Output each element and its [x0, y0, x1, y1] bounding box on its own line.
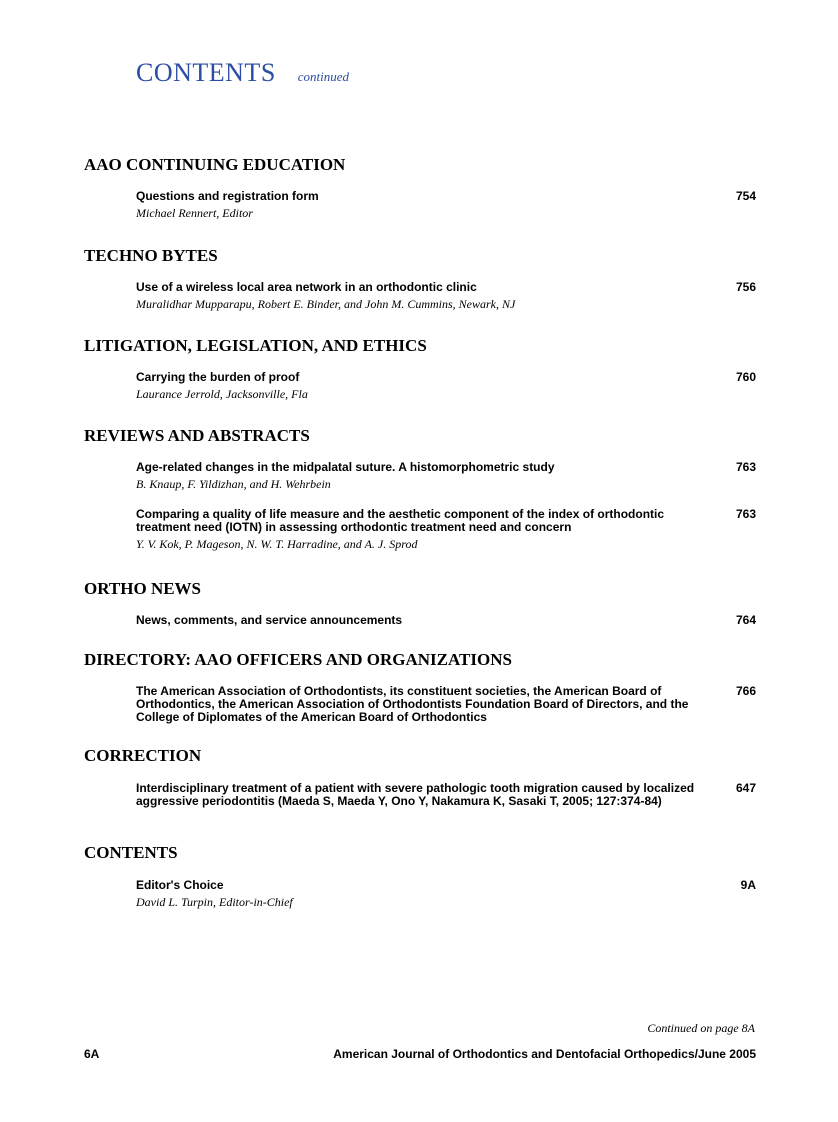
- toc-entry[interactable]: [136, 508, 756, 552]
- toc-entry[interactable]: [136, 685, 756, 724]
- entry-title[interactable]: Questions and registration form: [136, 189, 319, 203]
- entry-page-number: 764: [735, 613, 756, 627]
- section-heading: TECHNO BYTES: [84, 246, 218, 265]
- entry-page-number: 9A: [740, 878, 756, 892]
- entry-author: Michael Rennert, Editor: [136, 206, 253, 220]
- entry-page-number: 760: [735, 370, 756, 384]
- entry-title[interactable]: Editor's Choice: [136, 878, 224, 892]
- entry-author: David L. Turpin, Editor-in-Chief: [136, 895, 293, 909]
- toc-entry[interactable]: [136, 190, 756, 221]
- section-heading: REVIEWS AND ABSTRACTS: [84, 426, 310, 445]
- page-title: [136, 58, 349, 88]
- section-heading: CONTENTS: [84, 843, 178, 862]
- entry-title[interactable]: Use of a wireless local area network in an orthodontic clinic: [136, 280, 477, 294]
- section-techno-bytes: [84, 246, 756, 312]
- contents-heading: CONTENTS: [136, 58, 276, 87]
- entry-author: Laurance Jerrold, Jacksonville, Fla: [136, 387, 308, 401]
- entry-page-number: 763: [735, 460, 756, 474]
- section-directory-aao-officers: [84, 650, 756, 724]
- entry-author: B. Knaup, F. Yildizhan, and H. Wehrbein: [136, 477, 331, 491]
- entry-page-number: 756: [735, 280, 756, 294]
- entry-title[interactable]: Comparing a quality of life measure and the aesthetic component of the index of orthodontic treatment need (IOTN) in assessing orthodontic treatment need and concern: [136, 507, 665, 534]
- section-aao-continuing-education: [84, 155, 756, 221]
- journal-citation: American Journal of Orthodontics and Dentofacial Orthopedics/June 2005: [333, 1047, 756, 1061]
- section-heading: ORTHO NEWS: [84, 579, 202, 598]
- entry-author: Muralidhar Mupparapu, Robert E. Binder, and John M. Cummins, Newark, NJ: [136, 297, 516, 311]
- section-heading: AAO CONTINUING EDUCATION: [84, 155, 346, 174]
- section-correction: [84, 746, 756, 808]
- entry-title[interactable]: Age-related changes in the midpalatal suture. A histomorphometric study: [136, 460, 555, 474]
- toc-entry[interactable]: [136, 879, 756, 910]
- entry-author: Y. V. Kok, P. Mageson, N. W. T. Harradine, and A. J. Sprod: [136, 537, 418, 551]
- section-heading: DIRECTORY: AAO OFFICERS AND ORGANIZATIONS: [84, 650, 512, 669]
- toc-entry[interactable]: [136, 782, 756, 808]
- entry-title[interactable]: Carrying the burden of proof: [136, 370, 300, 384]
- continued-on-page-note: Continued on page 8A: [647, 1021, 755, 1035]
- section-reviews-and-abstracts: [84, 426, 756, 552]
- entry-page-number: 647: [735, 781, 756, 795]
- section-contents: [84, 843, 756, 910]
- entry-title[interactable]: The American Association of Orthodontists, its constituent societies, the American Board of Orthodontics, the American Association of Orthodontists Foundation Board of Directors, and the College of Diplomates of the American Board of Orthodontics: [136, 684, 689, 724]
- toc-entry[interactable]: [136, 614, 756, 627]
- section-heading: CORRECTION: [84, 746, 202, 765]
- page-number: 6A: [84, 1047, 100, 1061]
- entry-page-number: 754: [735, 189, 756, 203]
- section-heading: LITIGATION, LEGISLATION, AND ETHICS: [84, 336, 427, 355]
- continued-label: continued: [297, 69, 350, 84]
- entry-page-number: 763: [735, 507, 756, 521]
- toc-entry[interactable]: [136, 371, 756, 402]
- section-ortho-news: [84, 579, 756, 627]
- toc-entry[interactable]: [136, 461, 756, 492]
- entry-title[interactable]: News, comments, and service announcements: [136, 613, 403, 627]
- section-litigation-legislation-ethics: [84, 336, 756, 402]
- toc-entry[interactable]: [136, 281, 756, 312]
- entry-page-number: 766: [735, 684, 756, 698]
- entry-title[interactable]: Interdisciplinary treatment of a patient with severe pathologic tooth migration caused by localized aggressive periodontitis (Maeda S, Maeda Y, Ono Y, Nakamura K, Sasaki T, 2005; 127:374-84): [136, 781, 695, 808]
